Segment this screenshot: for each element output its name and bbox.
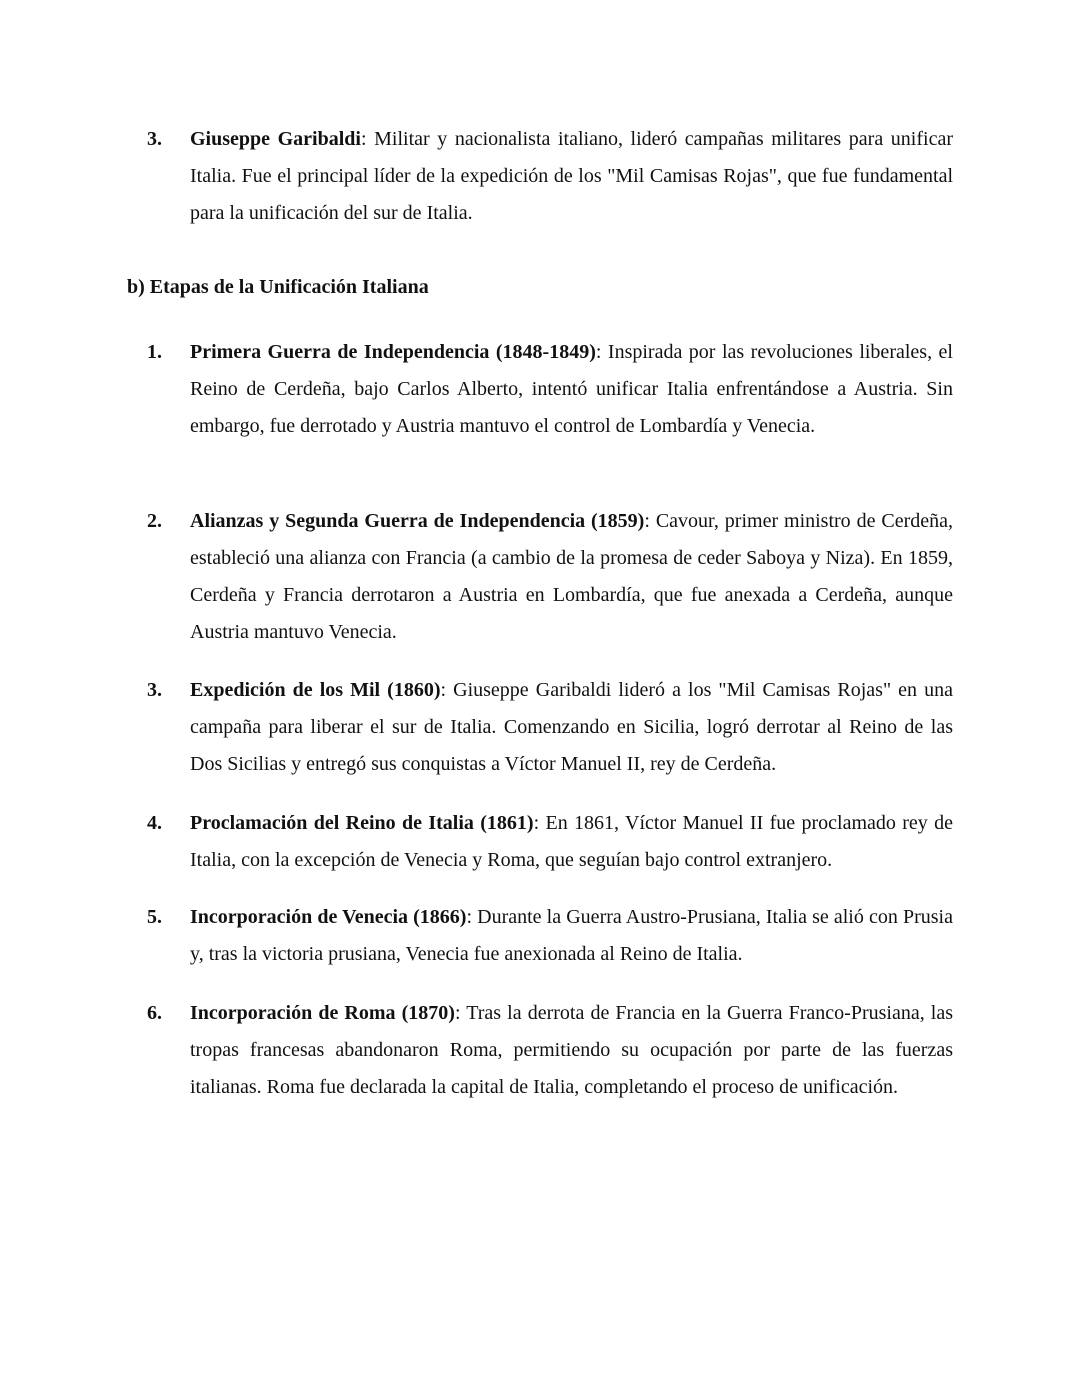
list-item <box>147 995 953 1106</box>
list-number: 5. <box>147 906 162 928</box>
list-number: 6. <box>147 1002 162 1024</box>
list-item-text <box>190 805 953 879</box>
list-item-title: Proclamación del Reino de Italia (1861) <box>190 812 534 834</box>
list-item <box>147 899 953 973</box>
list-item-body: : En 1861, Víctor Manuel II fue proclamado rey de Italia, con la excepción de Venecia y Roma, que seguían bajo control extranjero. <box>190 812 953 871</box>
list-number: 2. <box>147 510 162 532</box>
list-item-text <box>190 899 953 973</box>
list-item <box>147 805 953 879</box>
list-item-text <box>190 121 953 232</box>
list-item-text <box>190 672 953 783</box>
list-number: 4. <box>147 812 162 834</box>
list-item-text <box>190 503 953 651</box>
list-item-garibaldi <box>147 121 953 232</box>
list-item <box>147 334 953 445</box>
list-number: 3. <box>147 679 162 701</box>
list-item-text <box>190 334 953 445</box>
list-item-body: : Cavour, primer ministro de Cerdeña, estableció una alianza con Francia (a cambio de la promesa de ceder Saboya y Niza). En 1859, Cerdeña y Francia derrotaron a Austria en Lombardía, que fue anexada a Cerdeña, aunque Austria mantuvo Venecia. <box>190 510 953 643</box>
list-item-title: Incorporación de Venecia (1866) <box>190 906 467 928</box>
list-item-body: : Giuseppe Garibaldi lideró a los "Mil Camisas Rojas" en una campaña para liberar el sur de Italia. Comenzando en Sicilia, logró derrotar al Reino de las Dos Sicilias y entregó sus conquistas a Víctor Manuel II, rey de Cerdeña. <box>190 679 954 775</box>
list-number: 1. <box>147 341 162 363</box>
list-item-body: : Inspirada por las revoluciones liberales, el Reino de Cerdeña, bajo Carlos Alberto, intentó unificar Italia enfrentándose a Austria. Sin embargo, fue derrotado y Austria mantuvo el control de Lombardía y Venecia. <box>190 341 953 437</box>
list-item-title: Primera Guerra de Independencia (1848-1849) <box>190 341 596 363</box>
list-item <box>147 503 953 651</box>
list-item-body: : Durante la Guerra Austro-Prusiana, Italia se alió con Prusia y, tras la victoria prusiana, Venecia fue anexionada al Reino de Italia. <box>190 906 953 965</box>
list-item-title: Expedición de los Mil (1860) <box>190 679 441 701</box>
section-heading: b) Etapas de la Unificación Italiana <box>127 276 429 298</box>
list-number: 3. <box>147 128 162 150</box>
list-item <box>147 672 953 783</box>
list-item-body: : Tras la derrota de Francia en la Guerra Franco-Prusiana, las tropas francesas abandonaron Roma, permitiendo su ocupación por parte de las fuerzas italianas. Roma fue declarada la capital de Italia, completando el proceso de unificación. <box>190 1002 954 1098</box>
list-item-body: : Militar y nacionalista italiano, lideró campañas militares para unificar Italia. Fue el principal líder de la expedición de los "Mil Camisas Rojas", que fue fundamental para la unificación del sur de Italia. <box>190 128 953 224</box>
list-item-title: Incorporación de Roma (1870) <box>190 1002 455 1024</box>
list-item-title: Giuseppe Garibaldi <box>190 128 361 150</box>
list-item-title: Alianzas y Segunda Guerra de Independencia (1859) <box>190 510 645 532</box>
list-item-text <box>190 995 953 1106</box>
